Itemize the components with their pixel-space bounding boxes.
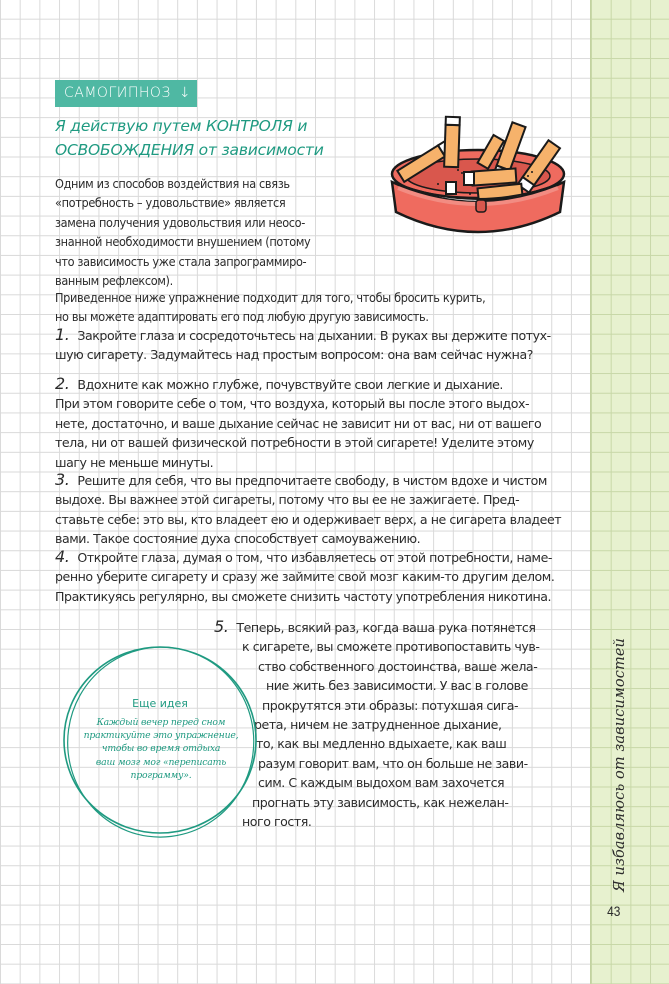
text-line: тела, ни от вашей физической потребности в этой сигарете! Уделите этому — [55, 435, 534, 451]
lead-paragraph — [55, 288, 585, 327]
page-number: 43 — [607, 903, 621, 919]
text-line: Каждый вечер перед сном — [96, 717, 226, 728]
text-line: чтобы во время отдыха — [101, 743, 221, 755]
text-line: нете, достаточно, и ваше дыхание сейчас не зависит ни от вас, ни от вашего — [55, 415, 542, 431]
step-number: 1. — [55, 325, 70, 344]
text-line: рета, ничем не затрудненное дыхание, — [254, 717, 502, 733]
text-line: «потребность – удовольствие» является — [55, 195, 286, 211]
text-line: ние жить без зависимости. У вас в голове — [266, 678, 528, 694]
text-line: ставьте себе: это вы, кто владеет ею и одерживает верх, а не сигарета владеет — [55, 511, 562, 527]
text-line: вами. Такое состояние духа способствует самоуважению. — [55, 531, 421, 547]
text-line: Откройте глаза, думая о том, что избавляетесь от этой потребности, наме- — [77, 550, 553, 565]
intro-paragraph — [55, 174, 355, 290]
text-line: выдохе. Вы важнее этой сигареты, потому что вы ее не зажигаете. Пред- — [55, 492, 520, 508]
text-line: Вдохните как можно глубже, почувствуйте свои легкие и дыхание. — [77, 377, 503, 392]
text-line: Теперь, всякий раз, когда ваша рука потянется — [236, 620, 536, 635]
text-line: шагу не меньше минуты. — [55, 454, 214, 470]
step-1 — [55, 325, 595, 365]
text-line: то, как вы медленно вдыхаете, как ваш — [256, 736, 507, 752]
text-line: ного гостя. — [242, 814, 312, 830]
step-2 — [55, 374, 595, 472]
text-line: ренно уберите сигарету и сразу же займите свой мозг каким-то другим делом. — [55, 569, 555, 585]
step-number: 4. — [55, 547, 70, 566]
text-line: Решите для себя, что вы предпочитаете свободу, в чистом вдохе и чистом — [77, 473, 547, 488]
step-4 — [55, 547, 595, 606]
text-line: При этом говорите себе о том, что воздуха, который вы после этого выдох- — [55, 396, 530, 412]
text-line: прогнать эту зависимость, как нежелан- — [252, 794, 509, 810]
step-number: 2. — [55, 374, 70, 393]
text-line: Практикуясь регулярно, вы сможете снизить частоту употребления никотина. — [55, 588, 552, 604]
text-line: шую сигарету. Задумайтесь над простым вопросом: она вам сейчас нужна? — [55, 347, 533, 363]
text-line: Закройте глаза и сосредоточьтесь на дыхании. В руках вы держите потух- — [77, 328, 551, 343]
text-line: разум говорит вам, что он больше не зави- — [258, 755, 528, 771]
page-heading — [55, 114, 365, 162]
chapter-title: Я избавляюсь от зависимостей — [612, 638, 628, 892]
step-3 — [55, 470, 595, 549]
section-label: САМОГИПНОЗ — [64, 85, 171, 101]
text-line: но вы можете адаптировать его под любую другую зависимость. — [55, 309, 429, 325]
heading-line: ОСВОБОЖДЕНИЯ от зависимости — [55, 141, 324, 159]
text-line: ваш мозг мог «переписать — [95, 756, 227, 768]
text-line: замена получения удовольствия или неосо- — [55, 214, 305, 230]
ashtray-illustration — [378, 112, 578, 262]
text-line: программу». — [130, 769, 192, 781]
text-line: Приведенное ниже упражнение подходит для того, чтобы бросить курить, — [55, 290, 486, 305]
idea-body — [75, 716, 247, 782]
text-line: знанной необходимости внушением (потому — [55, 234, 311, 250]
step-number: 3. — [55, 470, 70, 489]
text-line: Одним из способов воздействия на связь — [55, 176, 290, 191]
text-line: прокрутятся эти образы: потухшая сига- — [262, 697, 519, 713]
text-line: ство собственного достоинства, ваше жела- — [258, 658, 538, 674]
text-line: что зависимость уже стала запрограммиро- — [55, 253, 307, 269]
idea-title: Еще идея — [132, 697, 188, 710]
arrow-down-icon: ↓ — [178, 85, 192, 101]
heading-line: Я действую путем КОНТРОЛЯ и — [55, 117, 308, 135]
chapter-sidebar — [590, 0, 669, 984]
text-line: практикуйте это упражнение, — [83, 730, 239, 742]
step-number: 5. — [214, 617, 229, 636]
text-line: к сигарете, вы сможете противопоставить чув- — [242, 639, 540, 655]
section-banner — [55, 80, 197, 107]
text-line: сим. С каждым выдохом вам захочется — [258, 775, 505, 791]
text-line: ванным рефлексом). — [55, 273, 173, 289]
step-5 — [214, 617, 584, 831]
